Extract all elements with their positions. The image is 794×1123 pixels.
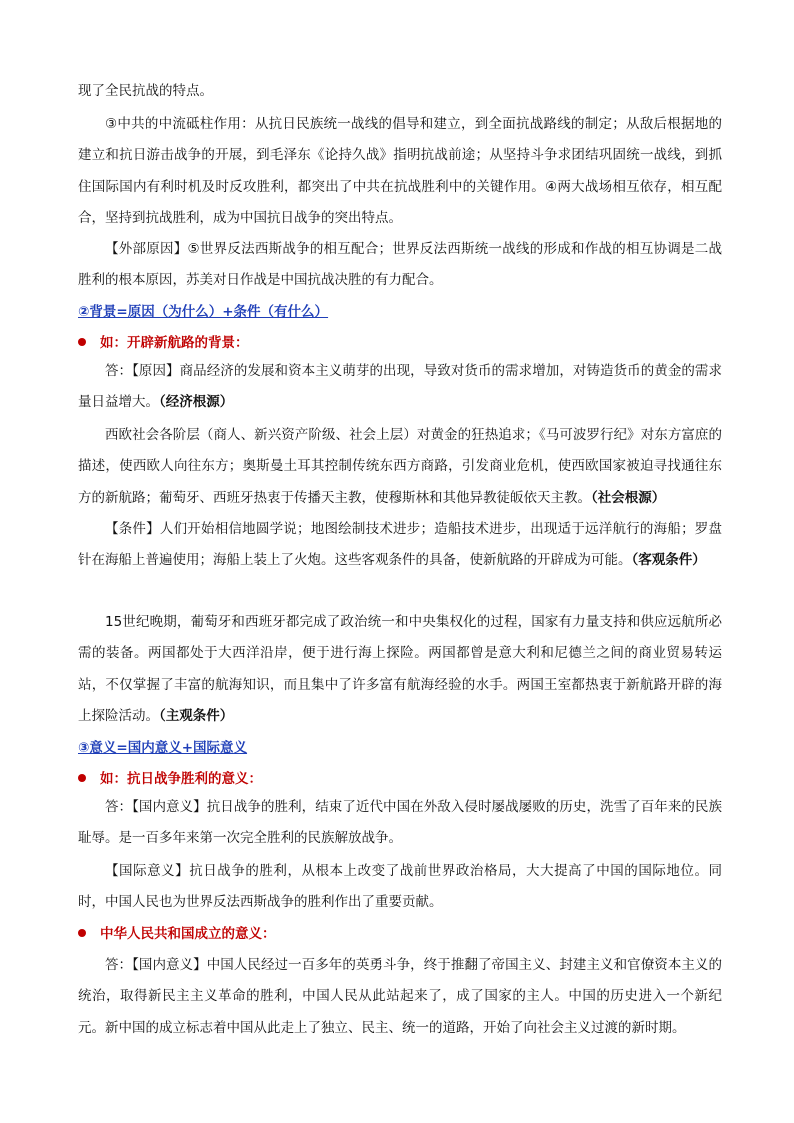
bullet-dot-icon <box>78 929 86 937</box>
text: 答：【原因】商品经济的发展和资本主义萌芽的出现，导致对货币的需求增加，对铸造货币的黄金的需求量日益增大。 <box>78 363 722 411</box>
paragraph-objective-conditions <box>78 514 722 577</box>
text: 现了全民抗战的特点。 <box>78 83 213 99</box>
bold-tag: （经济根源） <box>159 394 234 411</box>
bullet-label: 如：抗日战争胜利的意义： <box>100 771 262 787</box>
bullet-dot-icon <box>78 338 86 346</box>
bullet-label: 如：开辟新航路的背景： <box>100 335 249 351</box>
paragraph-international-significance <box>78 856 722 919</box>
text: ③中共的中流砥柱作用：从抗日民族统一战线的倡导和建立，到全面抗战路线的制定；从敌后根据地的建立和抗日游击战争的开展，到毛泽东《论持久战》指明抗战前途；从坚持斗争求团结巩固统一战线，到抓住国际国内有利时机及时反攻胜利，都突出了中共在抗战胜利中的关键作用。④两大战场相互依存，相互配合，坚持到抗战胜利，成为中国抗日战争的突出特点。 <box>78 116 722 227</box>
bullet-dot-icon <box>78 774 86 782</box>
text: 【国际意义】抗日战争的胜利，从根本上改变了战前世界政治格局，大大提高了中国的国际地位。同时，中国人民也为世界反法西斯战争的胜利作出了重要贡献。 <box>78 863 722 911</box>
bullet-new-routes-background <box>78 331 249 355</box>
text: 答：【国内意义】中国人民经过一百多年的英勇斗争，终于推翻了帝国主义、封建主义和官僚资本主义的统治，取得新民主主义革命的胜利，中国人民从此站起来了，成了国家的主人。中国的历史进入一个新纪元。新中国的成立标志着中国从此走上了独立、民主、统一的道路，开始了向社会主义过渡的新时期。 <box>78 957 722 1036</box>
paragraph-continuation <box>78 76 722 107</box>
paragraph-ccp-role <box>78 109 722 235</box>
bullet-prc-founding-significance <box>78 922 276 946</box>
bullet-label: 中华人民共和国成立的意义： <box>100 926 276 942</box>
bold-tag: （社会根源） <box>591 489 666 506</box>
text: 答：【国内意义】抗日战争的胜利，结束了近代中国在外敌入侵时屡战屡败的历史，洗雪了百年来的民族耻辱。是一百多年来第一次完全胜利的民族解放战争。 <box>78 799 722 847</box>
paragraph-prc-domestic-significance <box>78 950 722 1044</box>
paragraph-external-causes <box>78 234 722 297</box>
paragraph-domestic-significance <box>78 792 722 855</box>
bullet-war-victory-significance <box>78 767 262 791</box>
text: 【条件】人们开始相信地圆学说；地图绘制技术进步；造船技术进步，出现适于远洋航行的海船；罗盘针在海船上普遍使用；海船上装上了火炮。这些客观条件的具备，使新航路的开辟成为可能。 <box>78 521 722 569</box>
bold-tag: （客观条件） <box>631 552 706 569</box>
bold-tag: （主观条件） <box>159 708 234 725</box>
text: 西欧社会各阶层（商人、新兴资产阶级、社会上层）对黄金的狂热追求；《马可波罗行纪》对东方富庶的描述，使西欧人向往东方；奥斯曼土耳其控制传统东西方商路，引发商业危机，使西欧国家被迫寻找通往东方的新航路；葡萄牙、西班牙热衷于传播天主教，使穆斯林和其他异教徒皈依天主教。 <box>78 427 722 506</box>
section-heading-background: ②背景=原因（为什么）+条件（有什么） <box>78 304 329 320</box>
section-heading-significance: ③意义=国内意义+国际意义 <box>78 740 248 756</box>
text: 【外部原因】⑤世界反法西斯战争的相互配合；世界反法西斯统一战线的形成和作战的相互协调是二战胜利的根本原因，苏美对日作战是中国抗战决胜的有力配合。 <box>78 241 722 289</box>
paragraph-economic-cause <box>78 356 722 419</box>
paragraph-social-cause <box>78 420 722 514</box>
paragraph-subjective-conditions <box>78 607 722 733</box>
text: 15世纪晚期，葡萄牙和西班牙都完成了政治统一和中央集权化的过程，国家有力量支持和供应远航所必需的装备。两国都处于大西洋沿岸，便于进行海上探险。两国都曾是意大利和尼德兰之间的商业贸易转运站，不仅掌握了丰富的航海知识，而且集中了许多富有航海经验的水手。两国王室都热衷于新航路开辟的海上探险活动。 <box>78 614 722 725</box>
